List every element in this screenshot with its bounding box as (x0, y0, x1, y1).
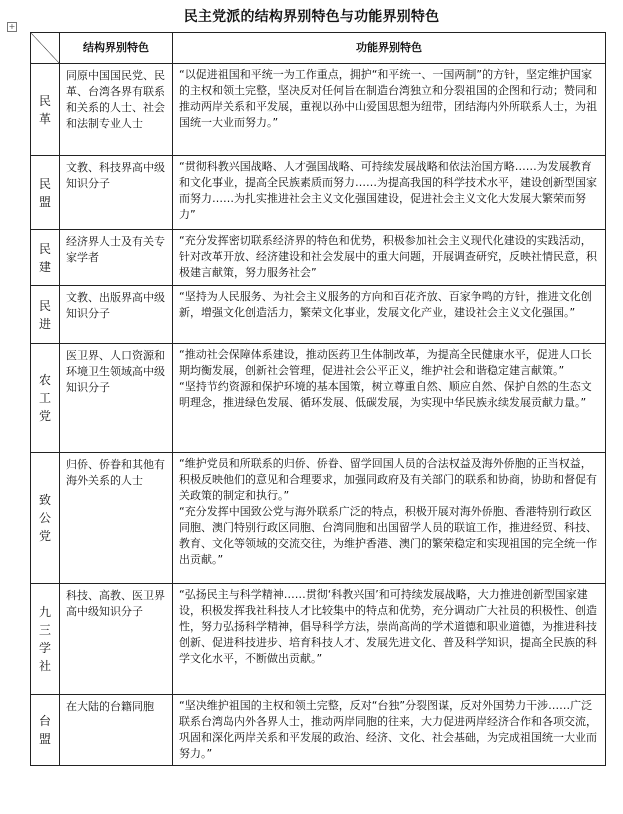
table-row (31, 230, 606, 286)
functional-paragraph: “坚持节约资源和保护环境的基本国策，树立尊重自然、顺应自然、保护自然的生态文明理念，推进绿色发展、循环发展、低碳发展，为实现中华民族永续发展贡献力量。” (179, 380, 592, 409)
document-title: 民主党派的结构界别特色与功能界别特色 (183, 9, 440, 25)
structural-feature: 同原中国国民党、民革、台湾各界有联系和关系的人士、社会和法制专业人士 (60, 64, 173, 156)
functional-feature (173, 156, 606, 230)
functional-paragraph: “充分发挥中国致公党与海外联系广泛的特点，积极开展对海外侨胞、香港特别行政区同胞、澳门特别行政区同胞、台湾同胞和出国留学人员的联谊工作，推进经贸、科技、教育、文化等领域的交流交往，为维护香港、澳门的繁荣稳定和实现祖国的完全统一作出贡献。” (179, 505, 597, 566)
functional-paragraph: “坚持为人民服务、为社会主义服务的方向和百花齐放、百家争鸣的方针，推进文化创新，增强文化创造活力，繁荣文化事业，发展文化产业，建设社会主义文化强国。” (179, 290, 592, 319)
structural-feature: 医卫界、人口资源和环境卫生领域高中级知识分子 (60, 344, 173, 453)
party-name: 民革 (31, 64, 60, 156)
table-header-row (31, 33, 606, 64)
table-row (31, 286, 606, 344)
party-name: 民建 (31, 230, 60, 286)
structural-feature: 经济界人士及有关专家学者 (60, 230, 173, 286)
table-row (31, 695, 606, 766)
functional-feature (173, 344, 606, 453)
structural-feature: 在大陆的台籍同胞 (60, 695, 173, 766)
table-row (31, 453, 606, 584)
structural-feature: 文教、科技界高中级知识分子 (60, 156, 173, 230)
functional-paragraph: “充分发挥密切联系经济界的特色和优势，积极参加社会主义现代化建设的实践活动，针对改革开放、经济建设和社会发展中的重大问题，开展调查研究，反映社情民意，积极建言献策，努力服务社会” (179, 234, 597, 279)
party-name: 台盟 (31, 695, 60, 766)
table-corner-cell (31, 33, 60, 64)
header-structural: 结构界别特色 (60, 33, 173, 64)
functional-paragraph: “坚决维护祖国的主权和领土完整，反对“台独”分裂图谋，反对外国势力干涉……广泛联系台湾岛内外各界人士，推动两岸同胞的往来，大力促进两岸经济合作和各项交流，巩固和深化两岸关系和平发展的政治、经济、文化、社会基础，为完成祖国统一大业而努力。” (179, 699, 597, 760)
functional-paragraph: “维护党员和所联系的归侨、侨眷、留学回国人员的合法权益及海外侨胞的正当权益，积极反映他们的意见和合理要求，加强同政府及有关部门的联系和协商，协助和督促有关政策的制定和执行。” (179, 457, 597, 502)
functional-feature (173, 584, 606, 695)
functional-feature (173, 64, 606, 156)
functional-feature (173, 230, 606, 286)
functional-feature (173, 286, 606, 344)
functional-paragraph: “贯彻科教兴国战略、人才强国战略、可持续发展战略和依法治国方略……为发展教育和文化事业，提高全民族素质而努力……为提高我国的科学技术水平，建设创新型国家而努力……为扎实推进社会主义文化强国建设，促进社会主义文化大发展大繁荣而努力” (179, 160, 597, 221)
party-name: 民进 (31, 286, 60, 344)
functional-feature (173, 695, 606, 766)
table-row (31, 156, 606, 230)
party-name: 致公党 (31, 453, 60, 584)
party-features-table (30, 32, 606, 766)
functional-paragraph: “推动社会保障体系建设，推动医药卫生体制改革，为提高全民健康水平，促进人口长期均衡发展，创新社会管理，促进社会公平正义，维护社会和谐稳定建言献策。” (179, 348, 592, 377)
functional-paragraph: “以促进祖国和平统一为工作重点，拥护“和平统一、一国两制”的方针，坚定维护国家的主权和领土完整，坚决反对任何旨在制造台湾独立和分裂祖国的企图和行动；赞同和推动两岸关系和平发展，重视以孙中山爱国思想为纽带，团结海内外所联系人士，为祖国统一大业而努力。” (179, 68, 597, 129)
table-move-handle-icon[interactable]: + (8, 22, 16, 31)
functional-paragraph: “弘扬民主与科学精神……贯彻‘科教兴国’和可持续发展战略，大力推进创新型国家建设，积极发挥我社科技人才比较集中的特点和优势，充分调动广大社员的积极性、创造性，努力弘扬科学精神，倡导科学方法，崇尚高尚的学术道德和职业道德，为推进科技创新、促进科技进步、培育科技人才、发展先进文化、普及科学知识，提高全民族的科学文化水平，不断做出贡献。” (179, 588, 597, 665)
header-functional: 功能界别特色 (173, 33, 606, 64)
table-row (31, 64, 606, 156)
structural-feature: 文教、出版界高中级知识分子 (60, 286, 173, 344)
party-name: 农工党 (31, 344, 60, 453)
structural-feature: 归侨、侨眷和其他有海外关系的人士 (60, 453, 173, 584)
party-name: 民盟 (31, 156, 60, 230)
structural-feature: 科技、高教、医卫界高中级知识分子 (60, 584, 173, 695)
table-row (31, 584, 606, 695)
party-name: 九三学社 (31, 584, 60, 695)
functional-feature (173, 453, 606, 584)
table-row (31, 344, 606, 453)
